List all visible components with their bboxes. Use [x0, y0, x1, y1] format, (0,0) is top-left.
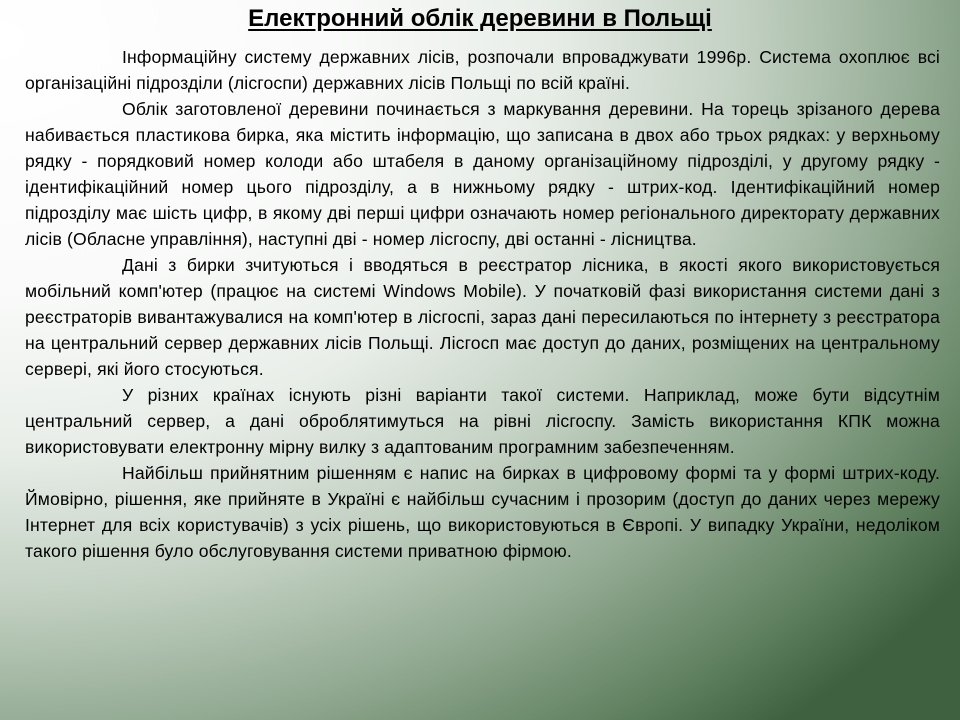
slide-title: Електронний облік деревини в Польщі	[248, 5, 712, 32]
paragraph-system-variants: У різних країнах існують різні варіанти такої системи. Наприклад, може бути відсутнім центральний сервер, а дані оброблятимуться на рівні лісгоспу. Замість використання КПК можна використовувати електронну мірну вилку з адаптованим програмним забезпеченням.	[25, 385, 940, 457]
slide-body	[25, 44, 940, 564]
paragraph-system-intro: Інформаційну систему державних лісів, розпочали впроваджувати 1996р. Система охоплює всі організаційні підрозділи (лісгоспи) державних лісів Польщі по всій країні.	[25, 47, 940, 93]
paragraph-timber-marking: Облік заготовленої деревини починається з маркування деревини. На торець зрізаного дерева набивається пластикова бирка, яка містить інформацію, що записана в двох або трьох рядках: у верхньому рядку - порядковий номер колоди або штабеля в даному організаційному підрозділі, у другому рядку - ідентифікаційний номер цього підрозділу, а в нижньому рядку - штрих-код. Ідентифікаційний номер підрозділу має шість цифр, в якому дві перші цифри означають номер регіонального директорату державних лісів (Обласне управління), наступні дві - номер лісгоспу, дві останні - лісництва.	[25, 99, 940, 249]
paragraph-ukraine-solution: Найбільш прийнятним рішенням є напис на бирках в цифровому формі та у формі штрих-коду. Ймовірно, рішення, яке прийняте в Україні є найбільш сучасним і прозорим (доступ до даних через мережу Інтернет для всіх користувачів) з усіх рішень, що використовуються в Європі. У випадку України, недоліком такого рішення було обслуговування системи приватною фірмою.	[25, 463, 940, 561]
paragraph-data-registrar: Дані з бирки зчитуються і вводяться в реєстратор лісника, в якості якого використовується мобільний комп'ютер (працює на системі Windows Mobile). У початковій фазі використання системи дані з реєстраторів вивантажувалися на комп'ютер в лісгоспі, зараз дані пересилаються по інтернету з реєстратора на центральний сервер державних лісів Польщі. Лісгосп має доступ до даних, розміщених на центральному сервері, які його стосуються.	[25, 255, 940, 379]
